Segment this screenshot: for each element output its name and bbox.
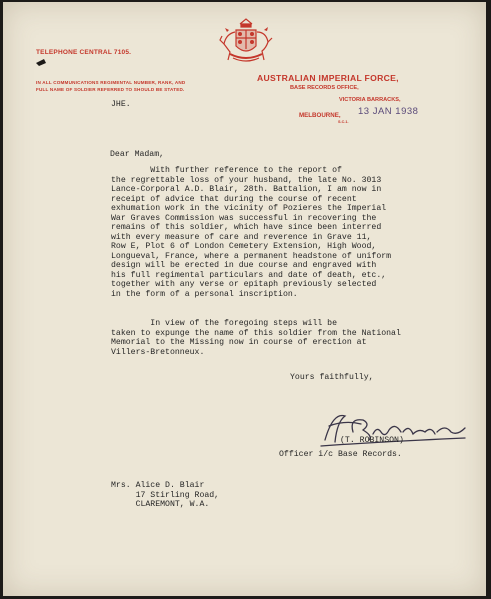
coat-of-arms-icon [218, 18, 274, 64]
punch-hole-mark [35, 58, 47, 67]
telephone-line: TELEPHONE CENTRAL 7105. [36, 49, 132, 56]
salutation: Dear Madam, [110, 150, 165, 159]
signatory-name: (T. ROBINSON) [340, 436, 404, 445]
letter-sheet [3, 2, 486, 596]
barracks-name: VICTORIA BARRACKS, [339, 97, 401, 103]
body-paragraph-2: In view of the foregoing steps will be taken to expunge the name of this soldier from the National Memorial to the Missing now in course of erection at Villers-Bretonneux. [111, 319, 401, 357]
reference-notice: IN ALL COMMUNICATIONS REGIMENTAL NUMBER, RANK, AND FULL NAME OF SOLDIER REFERRED TO SHOULD BE STATED. [36, 80, 186, 92]
reference-initials: JHE. [111, 100, 131, 109]
signatory-title: Officer i/c Base Records. [279, 450, 402, 459]
office-name: BASE RECORDS OFFICE, [290, 85, 359, 91]
city-name: MELBOURNE, [299, 112, 341, 119]
city-suffix: S.C.1. [338, 120, 349, 124]
date-stamp: 13 JAN 1938 [358, 106, 419, 117]
recipient-address: Mrs. Alice D. Blair 17 Stirling Road, CLAREMONT, W.A. [111, 481, 220, 509]
closing-line: Yours faithfully, [290, 373, 374, 382]
organization-name: AUSTRALIAN IMPERIAL FORCE, [257, 73, 399, 83]
body-paragraph-1: With further reference to the report of the regrettable loss of your husband, the late No. 3013 Lance-Corporal A.D. Blair, 28th. Battalion, I am now in receipt of advice that during the course of recent exhumation work in the vicinity of Pozieres the Imperial War Graves Commission was successful in recovering the remains of this soldier, which have since been interred with every measure of care and reverence in Grave 11, Row E, Plot 6 of London Cemetery Extension, High Wood, Longueval, France, where a permanent headstone of uniform design will be erected in due course and engraved with his full regimental particulars and date of death, etc., together with any verse or epitaph previously selected in the form of a personal inscription. [111, 166, 392, 299]
